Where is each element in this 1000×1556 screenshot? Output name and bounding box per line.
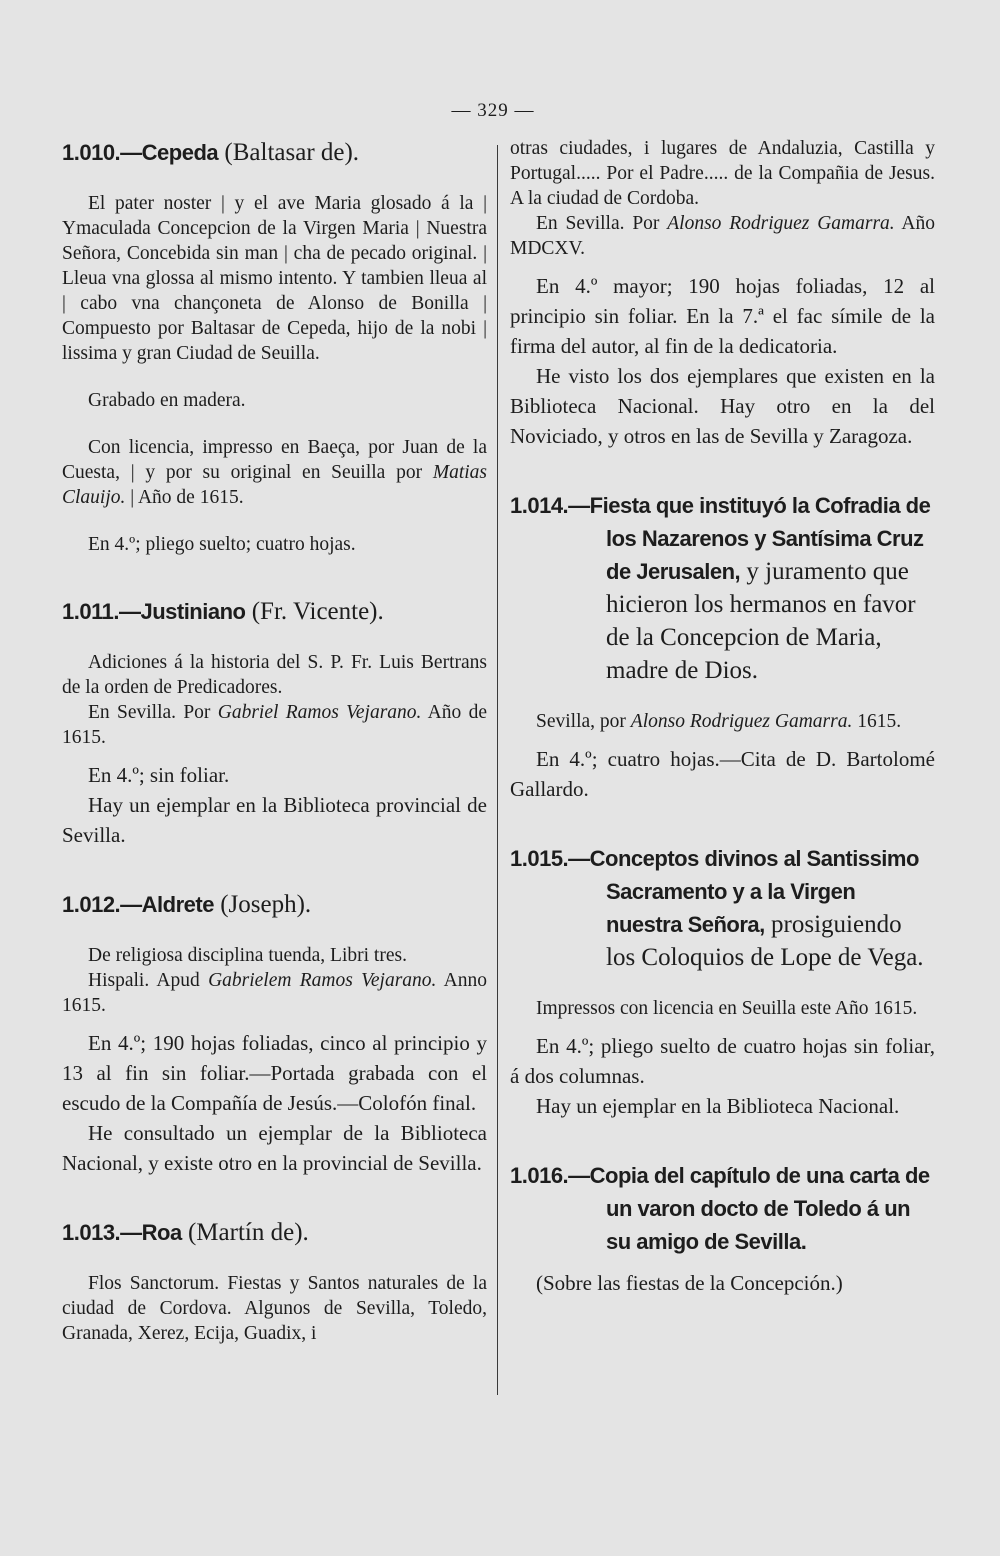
entry-author-rest: (Baltasar de). <box>218 139 360 166</box>
entry-author-rest: (Martín de). <box>181 1219 309 1246</box>
left-column <box>62 136 487 1346</box>
imprint-date: 1615. <box>852 711 902 732</box>
entry-imprint <box>62 435 487 510</box>
entry-author-rest: (Joseph). <box>213 891 312 918</box>
entry-format: En 4.º; cuatro hojas.—Cita de D. Bartolomé Gallardo. <box>510 747 935 801</box>
entry-1011 <box>62 595 487 850</box>
entry-number: 1.016. <box>510 1163 569 1188</box>
imprint-text: Hispali. Apud <box>88 970 209 991</box>
entry-number: 1.010. <box>62 140 121 165</box>
imprint-date: Año MDCXV. <box>510 213 935 259</box>
entry-heading <box>62 136 487 169</box>
entry-format: En 4.º; 190 hojas foliadas, cinco al principio y 13 al fin sin foliar.—Portada grabada con el escudo de la Compañía de Jesús.—Colofón final. <box>62 1031 487 1115</box>
printer-name: Gabriel Ramos Vejarano. <box>217 702 422 723</box>
entry-title: El pater noster | y el ave Maria glosado á la | Ymaculada Concepcion de la Virgen Maria | Nuestra Señora, Concebida sin man | cha de pecado original. | Lleua vna glossa al mismo intento. Y tambien lleua al | cabo vna chançoneta de Alonso de Bonilla | Compuesto por Baltasar de Cepeda, hijo de la nobi | lissima y gran Ciudad de Seuilla. <box>62 193 487 364</box>
entry-note: He visto los dos ejemplares que existen en la Biblioteca Nacional. Hay otro en la del Noviciado, y otros en las de Sevilla y Zaragoza. <box>510 364 935 448</box>
entry-1016 <box>510 1159 935 1298</box>
entry-number: 1.012. <box>62 892 121 917</box>
entry-imprint: Impressos con licencia en Seuilla este Año 1615. <box>536 998 918 1019</box>
entry-1012 <box>62 888 487 1178</box>
entry-imprint <box>510 211 935 261</box>
printer-name: Matias Clauijo. <box>62 462 487 508</box>
entry-note: He consultado un ejemplar de la Biblioteca Nacional, y existe otro en la provincial de Sevilla. <box>62 1121 487 1175</box>
entry-note: (Sobre las fiestas de la Concepción.) <box>536 1271 843 1295</box>
printer-name: Alonso Rodriguez Gamarra. <box>667 213 895 234</box>
imprint-text: En Sevilla. Por <box>536 213 668 234</box>
right-column <box>510 136 935 1298</box>
entry-imprint <box>510 709 935 734</box>
entry-author: —Roa <box>120 1220 182 1245</box>
entry-format: En 4.º mayor; 190 hojas foliadas, 12 al principio sin foliar. En la 7.ª el fac símile de la firma del autor, al fin de la dedicatoria. <box>510 274 935 358</box>
entry-format: En 4.º; sin foliar. <box>88 763 230 787</box>
entry-format: En 4.º; pliego suelto; cuatro hojas. <box>88 534 356 555</box>
entry-1013 <box>62 1216 487 1346</box>
entry-title: De religiosa disciplina tuenda, Libri tres. <box>88 945 407 966</box>
entry-title: Flos Sanctorum. Fiestas y Santos naturales de la ciudad de Cordova. Algunos de Sevilla, Toledo, Granada, Xerez, Ecija, Guadix, i <box>62 1273 487 1344</box>
entry-format: En 4.º; pliego suelto de cuatro hojas sin foliar, á dos columnas. <box>510 1034 935 1088</box>
entry-author: —Justiniano <box>118 599 246 624</box>
printer-name: Gabrielem Ramos Vejarano. <box>208 970 437 991</box>
entry-title: prosiguiendo los Coloquios de Lope de Vega. <box>606 911 924 971</box>
entry-note: Hay un ejemplar en la Biblioteca provincial de Sevilla. <box>62 793 487 847</box>
entry-heading <box>510 1159 935 1258</box>
entry-author: —Aldrete <box>120 892 214 917</box>
entry-number: 1.014. <box>510 493 569 518</box>
entry-1013-continued <box>510 136 935 451</box>
entry-note: Hay un ejemplar en la Biblioteca Nacional. <box>536 1094 900 1118</box>
entry-heading <box>62 595 487 628</box>
entry-author: —Copia del capítulo de una carta de un varon docto de Toledo á un su amigo de Sevilla. <box>568 1163 930 1254</box>
entry-author-rest: (Fr. Vicente). <box>245 598 384 625</box>
imprint-text: Con licencia, impresso en Baeça, por Juan de la Cuesta, | y por su original en Seuilla por <box>62 437 487 483</box>
entry-heading <box>62 888 487 921</box>
imprint-date: Año de 1615. <box>62 702 487 748</box>
entry-imprint <box>62 700 487 750</box>
entry-number: 1.013. <box>62 1220 121 1245</box>
entry-number: 1.015. <box>510 846 569 871</box>
printer-name: Alonso Rodriguez Gamarra. <box>630 711 853 732</box>
entry-title: Adiciones á la historia del S. P. Fr. Luis Bertrans de la orden de Predicadores. <box>62 652 487 698</box>
imprint-date: Anno 1615. <box>62 970 487 1016</box>
entry-title-continued: otras ciudades, i lugares de Andaluzia, Castilla y Portugal..... Por el Padre..... de la Compañia de Jesus. A la ciudad de Cordoba. <box>510 138 935 209</box>
entry-1015 <box>510 842 935 1121</box>
entry-heading <box>510 489 935 687</box>
entry-number: 1.011. <box>62 599 119 624</box>
entry-author: —Conceptos divinos al Santissimo Sacramento y a la Virgen nuestra Señora, <box>568 846 919 937</box>
entry-author: —Cepeda <box>120 140 219 165</box>
imprint-text: En Sevilla. Por <box>88 702 218 723</box>
entry-imprint <box>62 968 487 1018</box>
entry-title: y juramento que hicieron los hermanos en favor de la Concepcion de Maria, madre de Dios. <box>606 558 916 684</box>
imprint-text: Sevilla, por <box>536 711 631 732</box>
entry-1014 <box>510 489 935 804</box>
entry-author: —Fiesta que instituyó la Cofradia de los Nazarenos y Santísima Cruz de Jerusalen, <box>568 493 931 584</box>
column-divider <box>497 145 498 1395</box>
imprint-date: | Año de 1615. <box>125 487 244 508</box>
entry-heading <box>62 1216 487 1249</box>
entry-note: Grabado en madera. <box>88 390 246 411</box>
entry-1010 <box>62 136 487 557</box>
entry-heading <box>510 842 935 974</box>
page-number: — 329 — <box>451 100 535 121</box>
